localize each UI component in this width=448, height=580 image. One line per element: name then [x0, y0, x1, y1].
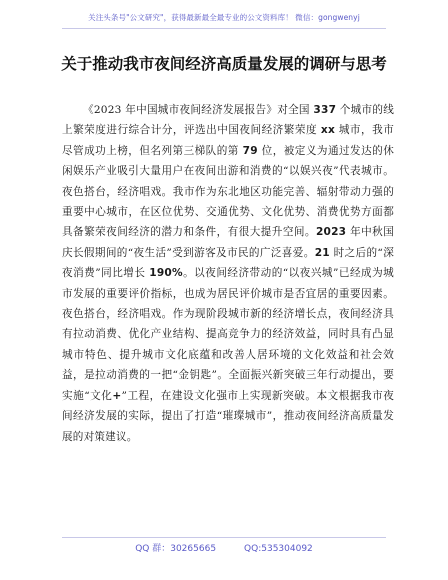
header-divider [62, 28, 386, 29]
paragraph-text: 时之后的“深夜消费”同比增长 [62, 246, 394, 280]
paragraph-text: 个城市的线上繁荣度进行综合计分，评选出中国夜间经济繁荣度 [62, 104, 394, 137]
paragraph-text: ”工程，在建设文化强市上实现新突破。本文根据我市夜间经济发展的实际，提出了打造“璀璨城市”，推动夜间经济高质量发展的对策建议。 [62, 389, 394, 443]
paragraph-text: 城市，我市尽管成功上榜，但名列第三梯队的第 [62, 124, 394, 157]
paragraph-number: 21 [314, 246, 330, 259]
footer-divider [62, 537, 386, 538]
footer-qq-group: QQ 群：30265665 [135, 544, 217, 554]
paragraph-number: 2023 [315, 226, 347, 239]
paragraph-number: + [112, 389, 122, 402]
paragraph-number: 79 [242, 144, 258, 157]
body-paragraph [62, 100, 394, 447]
paragraph-text: 位，被定义为通过发达的休闲娱乐产业吸引大量用户在夜间出游和消费的“以娱兴夜”代表城市。夜色搭台，经济唱戏。我市作为东北地区功能完善、辐射带动力强的重要中心城市，在区位优势、交通优势、文化优势、消费优势方面都具备繁荣夜间经济的潜力和条件，有很大提升空间。 [62, 144, 394, 239]
paragraph-text: 年中秋国庆长假期间的“夜生活”受到游客及市民的广泛喜爱。 [62, 226, 394, 259]
paragraph-text: 《2023 年中国城市夜间经济发展报告》对全国 [83, 104, 314, 116]
footer-qq-contact: QQ:535304092 [244, 544, 313, 554]
paragraph-number: xx [320, 124, 335, 137]
header-banner: 关注头条号"公文研究"，获得最新最全最专业的公文资料库！ 微信：gongwenyj [88, 13, 360, 22]
paragraph-number: 190% [149, 267, 183, 280]
document-title: 关于推动我市夜间经济高质量发展的调研与思考 [61, 55, 387, 73]
footer [0, 541, 448, 554]
paragraph-number: 337 [313, 104, 337, 116]
paragraph-text: 。以夜间经济带动的“以夜兴城”已经成为城市发展的重要评价指标，也成为居民评价城市是否宜居的重要因素。夜色搭台，经济唱戏。作为现阶段城市新的经济增长点，夜间经济具有拉动消费、优化产业结构、提高竞争力的经济效益，同时具有凸显城市特色、提升城市文化底蕴和改善人居环境的文化效益和社会效益，是拉动消费的一把“金钥匙”。全面振兴新突破三年行动提出，要实施“文化 [62, 267, 394, 402]
